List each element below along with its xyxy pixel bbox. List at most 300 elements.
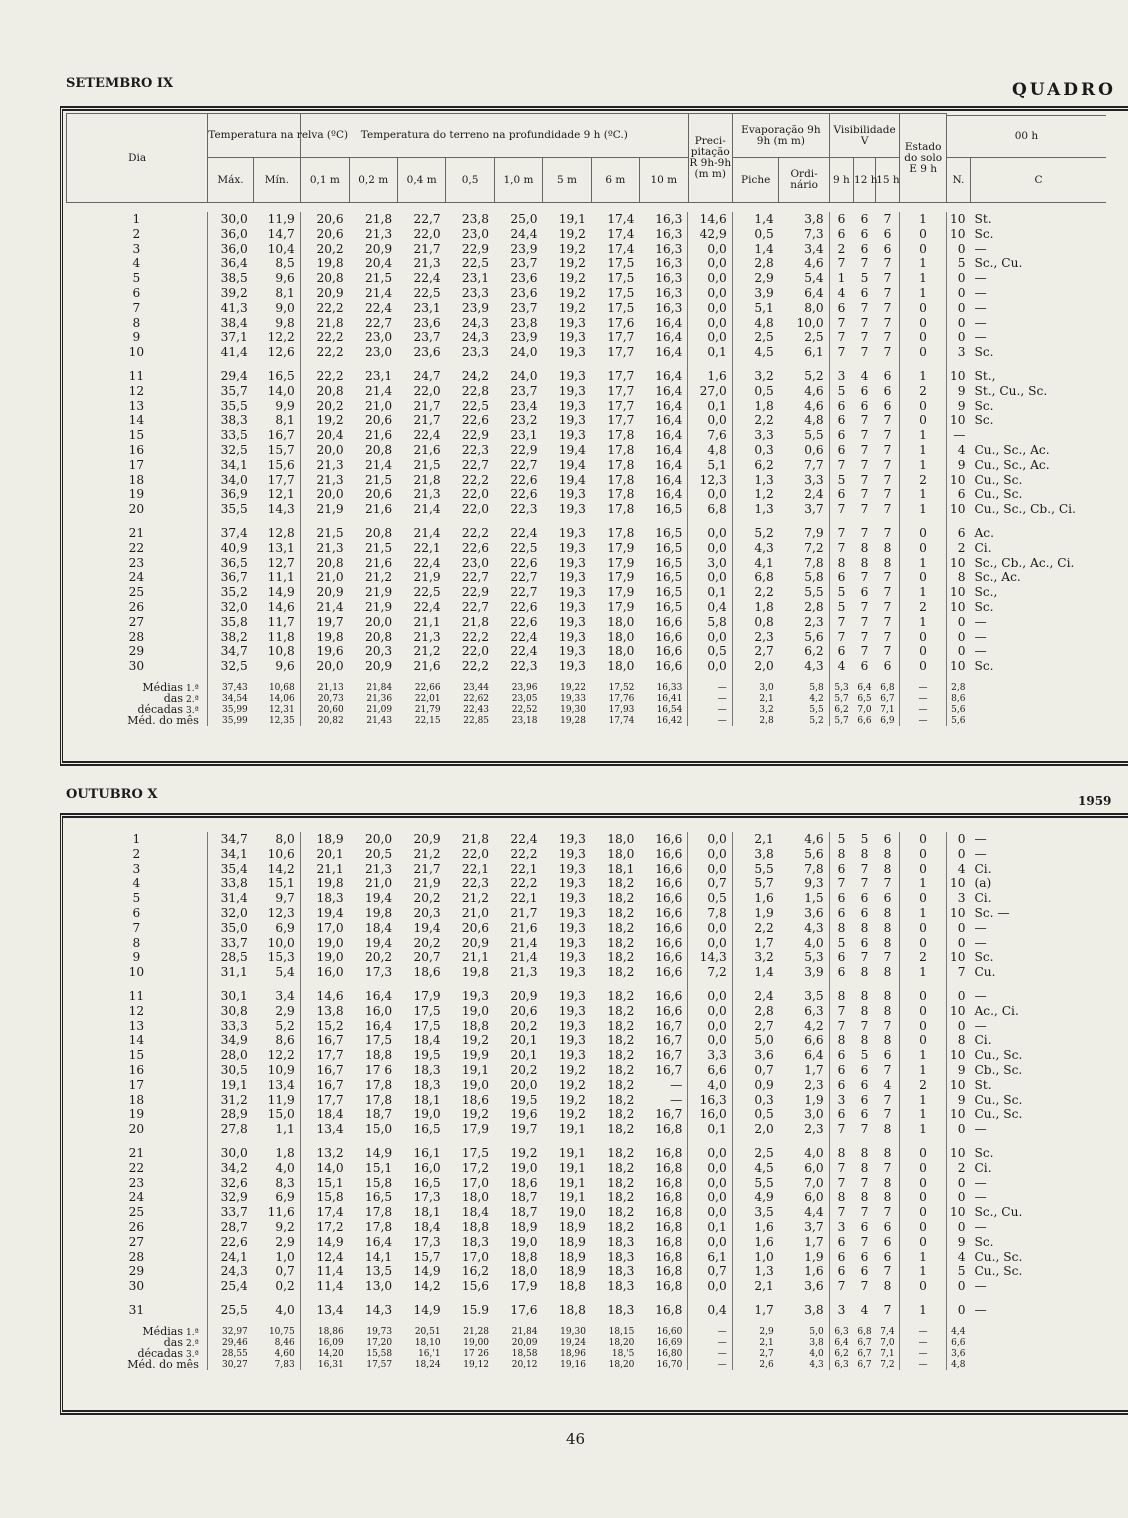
day-cell: 22: [128, 540, 145, 555]
value-cell: 16,5: [655, 540, 683, 555]
table-row: [66, 1250, 1106, 1265]
mean-value: 2,8: [946, 683, 970, 694]
value-cell: 6: [883, 891, 892, 906]
value-cell: 0,0: [688, 541, 732, 556]
value-cell: 22,6: [510, 555, 538, 570]
day-cell: 13: [128, 1018, 145, 1033]
value-cell: 18,4: [461, 1205, 490, 1220]
value-cell: 17,7: [300, 1093, 348, 1108]
mean-value: 18,24: [414, 1359, 441, 1370]
value-cell: 20,3: [413, 905, 441, 920]
value-cell: 12,3: [267, 905, 295, 920]
value-cell: 21,4: [364, 457, 393, 472]
value-cell: 16,7: [267, 428, 295, 443]
day-cell: 9: [132, 950, 141, 965]
value-cell: 19,2: [461, 1107, 490, 1122]
value-cell: 21,0: [364, 876, 393, 891]
value-cell: 7: [860, 1234, 869, 1249]
value-cell: 2,4: [732, 989, 778, 1004]
value-cell: 2,2: [732, 921, 778, 936]
mean-value: 2,1: [732, 694, 778, 705]
mean-value: 10,68: [268, 683, 295, 694]
value-cell: 19,1: [558, 1175, 586, 1190]
value-cell: 23,0: [364, 330, 393, 345]
day-cell: 17: [128, 1077, 145, 1092]
day-cell: 18: [128, 1092, 145, 1107]
value-cell: 17,5: [413, 1003, 441, 1018]
table-row: [66, 1048, 1106, 1063]
piche-header: Piche: [732, 158, 778, 203]
value-cell: 23,4: [510, 398, 538, 413]
value-cell: 0,0: [688, 1235, 732, 1250]
value-cell: 19,7: [510, 1122, 538, 1137]
value-cell: 10: [946, 413, 970, 428]
value-cell: 22,3: [510, 502, 538, 517]
value-cell: 18,3: [300, 891, 348, 906]
value-cell: 2,5: [732, 330, 778, 345]
table-row: [66, 212, 1106, 227]
value-cell: 20,1: [510, 1048, 538, 1063]
mean-value: 6,2: [829, 705, 853, 716]
value-cell: 16,4: [655, 457, 683, 472]
value-cell: 4,0: [275, 1302, 295, 1317]
value-cell: 19,8: [300, 256, 348, 271]
value-cell: 10: [946, 212, 970, 227]
value-cell: 34,9: [207, 1033, 252, 1048]
value-cell: 1: [900, 286, 946, 301]
value-cell: 8: [883, 905, 892, 920]
value-cell: 20,6: [461, 920, 490, 935]
day-cell: 17: [128, 457, 145, 472]
value-cell: 18,1: [413, 1092, 441, 1107]
mean-row: [66, 1360, 1106, 1370]
value-cell: 22,2: [510, 846, 538, 861]
value-cell: 18,6: [510, 1175, 538, 1190]
value-cell: 21,3: [510, 965, 538, 980]
value-cell: 0: [946, 1019, 970, 1034]
day-cell: 6: [132, 905, 141, 920]
value-cell: 20,8: [364, 442, 393, 457]
table-row: [66, 906, 1106, 921]
value-cell: 1: [900, 1264, 946, 1279]
value-cell: 19,0: [413, 1107, 441, 1122]
mean-value: 18,15: [608, 1327, 635, 1338]
value-cell: 3,3: [804, 472, 824, 487]
value-cell: Cu.: [974, 965, 996, 980]
value-cell: 4,9: [732, 1190, 778, 1205]
value-cell: 5,3: [804, 950, 824, 965]
value-cell: —: [974, 241, 987, 256]
value-cell: 18,2: [607, 988, 635, 1003]
value-cell: 8,0: [275, 832, 295, 846]
mean-row: [66, 1338, 1106, 1349]
value-cell: 8: [883, 1033, 892, 1048]
value-cell: 19,3: [558, 950, 586, 965]
mean-value: —: [900, 705, 946, 716]
value-cell: 16,3: [655, 241, 683, 256]
value-cell: 22,3: [510, 659, 538, 674]
value-cell: 7: [829, 1176, 853, 1191]
value-cell: 0: [946, 271, 970, 286]
value-cell: 5,2: [732, 526, 778, 541]
value-cell: 0: [900, 832, 946, 847]
value-cell: Cu., Sc., Cb., Ci.: [974, 502, 1076, 517]
value-cell: 33,7: [207, 1205, 252, 1220]
value-cell: 17,8: [607, 442, 635, 457]
value-cell: 20,6: [364, 413, 393, 428]
mean-value: 19,30: [560, 705, 586, 716]
value-cell: 9,0: [275, 300, 295, 315]
value-cell: 36,5: [207, 556, 252, 571]
mean-value: 17,74: [608, 715, 635, 726]
value-cell: 18,2: [607, 1122, 635, 1137]
value-cell: 4,2: [804, 1018, 824, 1033]
value-cell: 22,6: [510, 599, 538, 614]
value-cell: 18,2: [607, 1190, 635, 1205]
value-cell: —: [974, 629, 987, 644]
mean-value: 6,6: [946, 1338, 970, 1349]
value-cell: 22,4: [413, 555, 441, 570]
value-cell: 21,5: [364, 540, 393, 555]
value-cell: 24,3: [461, 315, 490, 330]
value-cell: 7: [883, 256, 892, 271]
value-cell: 0,5: [732, 227, 778, 242]
day-cell: 10: [128, 345, 145, 360]
value-cell: Sc.: [974, 413, 994, 428]
value-cell: 1,9: [732, 906, 778, 921]
table-row: [66, 1235, 1106, 1250]
table-row: [66, 1190, 1106, 1205]
day-cell: 23: [128, 555, 145, 570]
value-cell: 30,0: [207, 1146, 252, 1161]
value-cell: 17,5: [461, 1145, 490, 1160]
value-cell: 19,3: [558, 920, 586, 935]
value-cell: 32,0: [207, 906, 252, 921]
value-cell: 23,0: [461, 226, 490, 241]
value-cell: 9,7: [275, 891, 295, 906]
value-cell: 16,0: [688, 1107, 732, 1122]
value-cell: 6: [883, 1219, 892, 1234]
value-cell: 28,9: [207, 1107, 252, 1122]
value-cell: 8: [883, 988, 892, 1003]
value-cell: 25,4: [207, 1279, 252, 1294]
mean-value: 21,09: [366, 705, 393, 716]
day-cell: 25: [128, 1205, 145, 1220]
value-cell: 18,2: [607, 1003, 635, 1018]
value-cell: 0,0: [688, 1190, 732, 1205]
h00-header: 00 h: [946, 115, 1106, 158]
value-cell: 16,3: [655, 226, 683, 241]
value-cell: 1,4: [732, 242, 778, 257]
day-cell: 23: [128, 1175, 145, 1190]
mean-value: 7,0: [857, 705, 872, 716]
value-cell: 19,4: [558, 442, 586, 457]
value-cell: 27,0: [688, 384, 732, 399]
value-cell: 0,0: [688, 832, 732, 847]
value-cell: 10,9: [267, 1062, 295, 1077]
value-cell: 0,0: [688, 256, 732, 271]
value-cell: 5,5: [804, 585, 824, 600]
value-cell: 18,2: [607, 1092, 635, 1107]
value-cell: 15,1: [267, 876, 295, 891]
value-cell: 23,7: [510, 383, 538, 398]
value-cell: 22,6: [510, 487, 538, 502]
value-cell: 22,9: [461, 241, 490, 256]
mean-value: 17,52: [608, 683, 635, 694]
value-cell: 19,2: [558, 241, 586, 256]
value-cell: 20,9: [364, 241, 393, 256]
value-cell: 36,7: [207, 570, 252, 585]
value-cell: 7: [860, 599, 869, 614]
value-cell: 2,0: [732, 659, 778, 674]
mean-value: 6,7: [880, 694, 895, 705]
value-cell: 2: [900, 950, 946, 965]
value-cell: 1: [900, 1048, 946, 1063]
value-cell: 2: [946, 1161, 970, 1176]
value-cell: 0,5: [688, 644, 732, 659]
value-cell: 3,6: [732, 1048, 778, 1063]
value-cell: 15,0: [364, 1122, 393, 1137]
value-cell: 21,4: [413, 502, 441, 517]
value-cell: 9: [946, 1063, 970, 1078]
value-cell: 3: [829, 1093, 853, 1108]
value-cell: 22,2: [510, 876, 538, 891]
value-cell: 23,6: [413, 315, 441, 330]
value-cell: 17,8: [607, 502, 635, 517]
value-cell: 36,0: [207, 242, 252, 257]
value-cell: 7: [860, 629, 869, 644]
value-cell: 0,0: [688, 847, 732, 862]
value-cell: 5,6: [804, 846, 824, 861]
table-row: [66, 1107, 1106, 1122]
value-cell: 18,6: [413, 965, 441, 980]
value-cell: 35,7: [207, 384, 252, 399]
value-cell: 0: [900, 242, 946, 257]
value-cell: 21,4: [364, 383, 393, 398]
table-row: [66, 600, 1106, 615]
value-cell: 5: [829, 832, 853, 847]
value-cell: 19,3: [558, 965, 586, 980]
value-cell: 6: [829, 399, 853, 414]
value-cell: 0: [900, 1176, 946, 1191]
value-cell: 23,1: [510, 428, 538, 443]
value-cell: —: [974, 1190, 987, 1205]
mean-value: 14,20: [300, 1349, 348, 1360]
value-cell: 0: [946, 1220, 970, 1235]
value-cell: 19,3: [558, 1003, 586, 1018]
value-cell: 22,4: [413, 271, 441, 286]
value-cell: 22,2: [300, 345, 348, 360]
day-cell: 15: [128, 1048, 145, 1063]
value-cell: 24,0: [510, 345, 538, 360]
value-cell: 2: [900, 600, 946, 615]
mean-value: 19,22: [560, 683, 586, 694]
value-cell: 6: [883, 398, 892, 413]
value-cell: 4,8: [732, 316, 778, 331]
value-cell: 2: [900, 384, 946, 399]
value-cell: 0: [946, 330, 970, 345]
mean-value: 16,33: [656, 683, 683, 694]
day-cell: 28: [128, 629, 145, 644]
value-cell: 16,5: [655, 599, 683, 614]
day-cell: 27: [128, 614, 145, 629]
value-cell: 20,2: [413, 891, 441, 906]
value-cell: —: [946, 428, 970, 443]
value-cell: 38,3: [207, 413, 252, 428]
value-cell: 1: [900, 1303, 946, 1318]
value-cell: 7: [883, 413, 892, 428]
value-cell: 16,6: [655, 614, 683, 629]
value-cell: 16,5: [655, 585, 683, 600]
value-cell: 16,0: [300, 965, 348, 980]
value-cell: 10,0: [796, 315, 824, 330]
value-cell: 22,1: [510, 891, 538, 906]
value-cell: 3,8: [804, 212, 824, 226]
table-label-quadro: QUADRO: [1012, 80, 1116, 100]
mean-value: 4,2: [809, 694, 824, 705]
value-cell: 3,6: [804, 905, 824, 920]
value-cell: 12,8: [267, 525, 295, 540]
value-cell: 7: [860, 315, 869, 330]
mean-value: 19,00: [463, 1338, 490, 1349]
mean-label-text: das: [163, 1335, 183, 1349]
value-cell: 2,9: [732, 271, 778, 286]
value-cell: 7: [883, 285, 892, 300]
value-cell: 30,8: [207, 1004, 252, 1019]
day-cell: 29: [128, 1264, 145, 1279]
value-cell: (a): [974, 876, 992, 891]
value-cell: 19,3: [558, 599, 586, 614]
decade-label: 2.ª: [185, 694, 199, 705]
value-cell: Sc.: [974, 398, 994, 413]
value-cell: 16,8: [655, 1175, 683, 1190]
value-cell: 9,8: [275, 315, 295, 330]
value-cell: 7: [883, 614, 892, 629]
mean-value: 5,6: [946, 705, 970, 716]
value-cell: 19,6: [300, 644, 348, 659]
value-cell: 16,4: [655, 413, 683, 428]
value-cell: 22,1: [413, 540, 441, 555]
day-cell: 3: [132, 241, 141, 256]
mean-value: 21,84: [511, 1327, 538, 1338]
value-cell: 9,6: [275, 271, 295, 286]
mean-value: 16,'1: [418, 1349, 441, 1360]
value-cell: 10: [946, 1107, 970, 1122]
value-cell: —: [974, 285, 987, 300]
value-cell: 18,8: [510, 1249, 538, 1264]
value-cell: 7: [829, 1004, 853, 1019]
value-cell: 4,3: [732, 541, 778, 556]
value-cell: 14,9: [267, 585, 295, 600]
value-cell: 17,7: [607, 413, 635, 428]
value-cell: 18,1: [413, 1205, 441, 1220]
value-cell: 37,4: [207, 526, 252, 541]
value-cell: 22,7: [461, 570, 490, 585]
mean-value: 4,4: [946, 1327, 970, 1338]
value-cell: 16,7: [300, 1033, 348, 1048]
table-row: [66, 585, 1106, 600]
value-cell: 21,6: [510, 920, 538, 935]
value-cell: 35,8: [207, 615, 252, 630]
value-cell: 10: [946, 1078, 970, 1093]
value-cell: 12,3: [688, 473, 732, 488]
mean-value: 22,85: [463, 715, 490, 726]
value-cell: 19,3: [558, 861, 586, 876]
value-cell: 21,3: [413, 487, 441, 502]
value-cell: 22,4: [364, 300, 393, 315]
mean-value: 16,80: [656, 1349, 683, 1360]
value-cell: 5,2: [804, 368, 824, 383]
value-cell: 17,8: [364, 1092, 393, 1107]
value-cell: 38,2: [207, 630, 252, 645]
value-cell: 27,8: [207, 1122, 252, 1137]
value-cell: 13,8: [300, 1004, 348, 1019]
value-cell: 21,6: [364, 428, 393, 443]
depth-header: 0,2 m: [349, 158, 397, 203]
value-cell: 22,5: [510, 540, 538, 555]
value-cell: 20,1: [510, 1033, 538, 1048]
value-cell: 4,6: [804, 256, 824, 271]
value-cell: 39,2: [207, 286, 252, 301]
value-cell: 20,1: [300, 847, 348, 862]
value-cell: 7: [829, 256, 853, 271]
value-cell: 7: [829, 1279, 853, 1294]
value-cell: 6: [860, 383, 869, 398]
value-cell: 0,0: [688, 1205, 732, 1220]
value-cell: 6: [829, 1048, 853, 1063]
value-cell: 2,1: [732, 1279, 778, 1294]
value-cell: 6,4: [804, 285, 824, 300]
mean-value: 34,54: [207, 694, 252, 705]
value-cell: 16,6: [655, 846, 683, 861]
value-cell: 0: [900, 1019, 946, 1034]
value-cell: 8: [883, 846, 892, 861]
value-cell: 23,8: [510, 315, 538, 330]
value-cell: 17,9: [510, 1279, 538, 1294]
value-cell: 2,5: [804, 330, 824, 345]
value-cell: 7: [860, 876, 869, 891]
value-cell: 31,4: [207, 891, 252, 906]
value-cell: 2,5: [732, 1146, 778, 1161]
mean-value: —: [688, 694, 732, 705]
value-cell: Sc.: [974, 599, 994, 614]
table-row: [66, 1078, 1106, 1093]
value-cell: 6: [829, 1235, 853, 1250]
mean-value: 35,99: [207, 705, 252, 716]
value-cell: 13,4: [300, 1303, 348, 1318]
value-cell: Sc.: [974, 659, 994, 674]
table-row: [66, 847, 1106, 862]
table-row: [66, 1220, 1106, 1235]
mean-value: 16,60: [656, 1327, 683, 1338]
value-cell: St., Cu., Sc.: [974, 383, 1048, 398]
value-cell: 10: [946, 659, 970, 674]
value-cell: —: [974, 330, 987, 345]
value-cell: 13,2: [300, 1146, 348, 1161]
value-cell: —: [974, 920, 987, 935]
value-cell: 22,2: [300, 369, 348, 384]
mean-value: 18,10: [414, 1338, 441, 1349]
value-cell: 17,8: [364, 1205, 393, 1220]
value-cell: 0: [900, 399, 946, 414]
value-cell: 17,5: [364, 1033, 393, 1048]
mean-value: 4,60: [274, 1349, 295, 1360]
value-cell: 16,4: [655, 487, 683, 502]
value-cell: 16,0: [413, 1160, 441, 1175]
value-cell: 5,4: [804, 271, 824, 286]
value-cell: 17,9: [607, 570, 635, 585]
value-cell: 16,8: [655, 1145, 683, 1160]
